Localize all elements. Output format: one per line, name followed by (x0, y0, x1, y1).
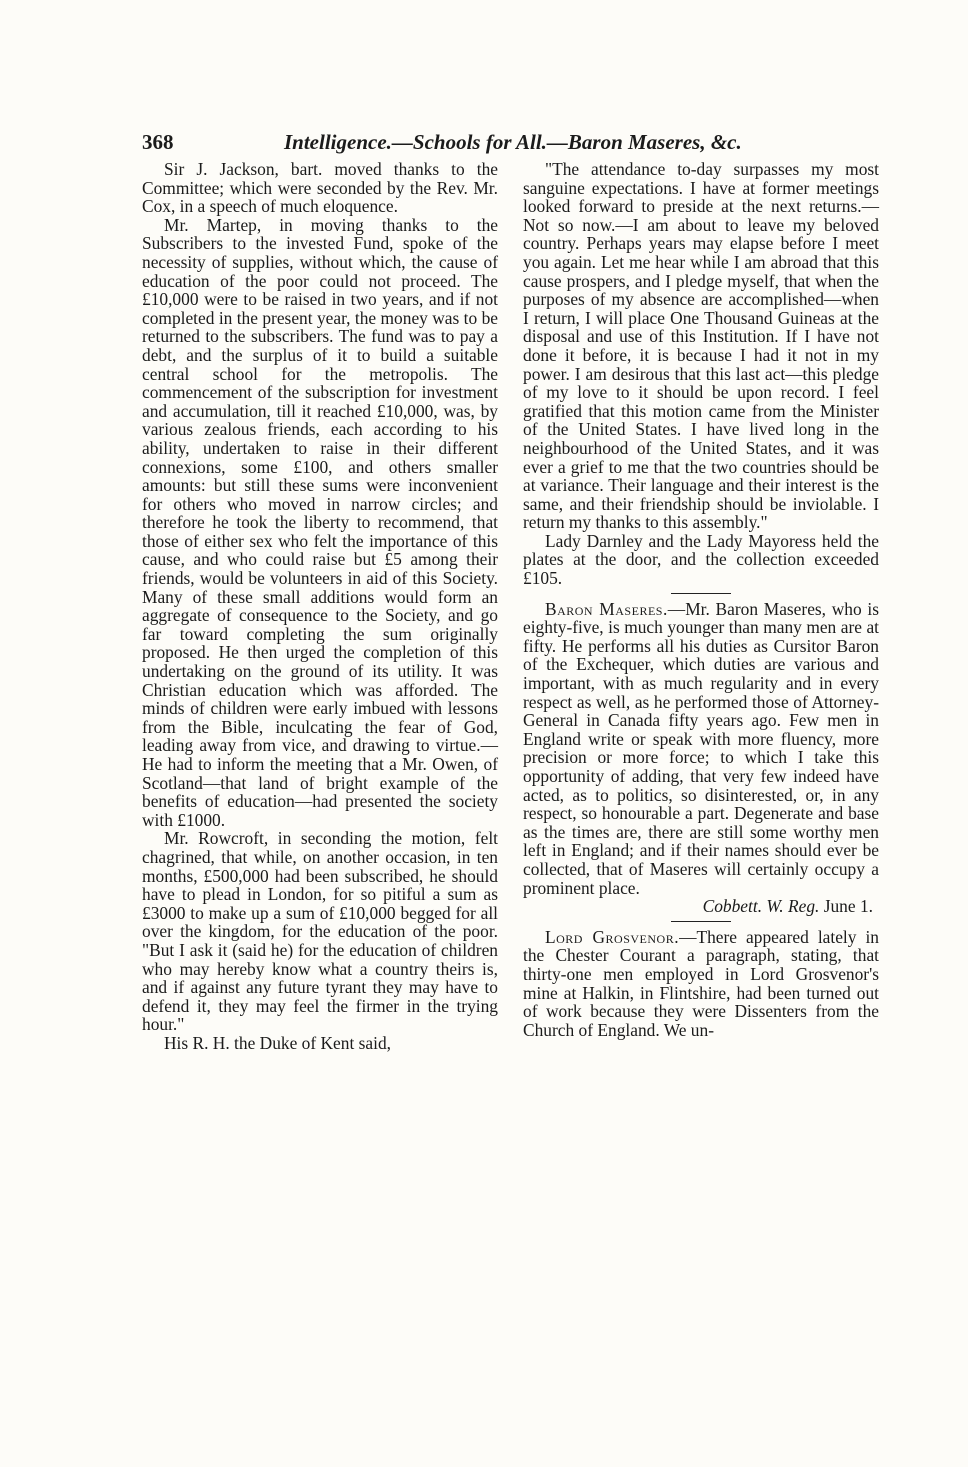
text-baron-maseres: —Mr. Baron Maseres, who is eighty-five, is much younger than many men are at fifty. He performs all his duties as Cursitor Baron of the Exchequer, which duties are various and important, with as much regularity and in every respect as well, as he performed those of Attorney-General in Canada fifty years ago. Few men in England write or speak with more fluency, more precision or more force; to which I take this opportunity of adding, that very few indeed have acted, as to politics, so disinterested, or, in any respect, so honourable a part. Degenerate and base as the times are, there are still some worthy men left in England; and if their names should ever be collected, that of Maseres will certainly occupy a prominent place. (523, 598, 879, 898)
section-divider (671, 921, 731, 922)
heading-baron-maseres: Baron Maseres. (545, 598, 668, 619)
text-lord-grosvenor: —There appeared lately in the Chester Courant a paragraph, stating, that thirty-one men employed in Lord Grosvenor's mine at Halkin, in Flintshire, had been turned out of work because they were Dissenters from the Church of England. We un- (523, 926, 880, 1040)
running-head: Intelligence.—Schools for All.—Baron Maseres, &c. (284, 130, 742, 154)
signature-cobbett (523, 897, 879, 916)
signature-date: June 1. (823, 896, 873, 917)
paragraph-martep: Mr. Martep, in moving thanks to the Subscribers to the invested Fund, spoke of the necessity of supplies, without which, the cause of education of the poor could not proceed. The £10,000 were to be raised in two years, and if not completed in the present year, the money was to be returned to the subscribers. The fund was to pay a debt, and the surplus of it to build a suitable central school for the metropolis. The commencement of the subscription for investment and accumulation, till it reached £10,000, was, by various zealous friends, each according to his ability, undertaken to raise in their different connexions, some £100, and others smaller amounts: but still these sums were inconvenient for others who moved in narrow circles; and therefore he took the liberty to recommend, that those of either sex who felt the importance of this cause, and who could raise but £5 among their friends, would be volunteers in aid of this Society. Many of these small additions would form an aggregate of consequence to the Society, and go far toward completing the sum originally proposed. He then urged the completion of this undertaking on the ground of its utility. It was Christian education which was afforded. The minds of children were early imbued with lessons from the Bible, inculcating the fear of God, leading away from vice, and drawing to virtue.—He had to inform the meeting that a Mr. Owen, of Scotland—that land of bright example of the benefits of education—had presented the society with £1000. (142, 214, 498, 830)
paragraph-jackson: Sir J. Jackson, bart. moved thanks to the Committee; which were seconded by the Rev. Mr. Cox, in a speech of much eloquence. (142, 159, 498, 217)
signature-source: Cobbett. W. Reg. (702, 896, 820, 917)
section-divider (671, 593, 731, 594)
page-header (142, 130, 877, 158)
paragraph-rowcroft: Mr. Rowcroft, in seconding the motion, felt chagrined, that while, on another occasion, in ten months, £500,000 had been subscribed, he should have to plead in London, for so pitiful a sum as £3000 to make up a sum of £10,000 begged for all over the kingdom, for the education of the poor. "But I ask it (said he) for the education of children who may hereby know what a country theirs is, and if against any future tyrant they may have to defend it, they may feel the firmer in the trying hour." (142, 828, 498, 1035)
left-column (142, 160, 498, 1053)
paragraph-collection: Lady Darnley and the Lady Mayoress held the plates at the door, and the collection exceeded £105. (523, 530, 879, 589)
paragraph-duke-of-kent: His R. H. the Duke of Kent said, (164, 1032, 392, 1053)
article-baron-maseres (523, 600, 879, 898)
right-column (523, 160, 879, 1039)
paragraph-duke-speech: "The attendance to-day surpasses my most sanguine expectations. I have at former meetings looked forward to preside at the next returns.—Not so now.—I am about to leave my beloved country. Perhaps years may elapse before I meet you again. Let me hear while I am abroad that this cause prospers, and I pledge myself, that when the purposes of my absence are accomplished—when I return, I will place One Thousand Guineas at the disposal and use of this Institution. If I have not done it before, it is because I had it not in my power. I am desirous that this last act—this pledge of my love to it should be upon record. I feel gratified that this motion came from the Minister of the United States. I have lived long in the neighbourhood of the United States, and it was ever a grief to me that the two countries should be at variance. Their language and their interest is the same, and their friendship should be inviolable. I return my thanks to this assembly." (523, 159, 879, 533)
article-lord-grosvenor (523, 928, 879, 1040)
page-number: 368 (142, 130, 174, 154)
heading-lord-grosvenor: Lord Grosvenor. (545, 926, 680, 947)
